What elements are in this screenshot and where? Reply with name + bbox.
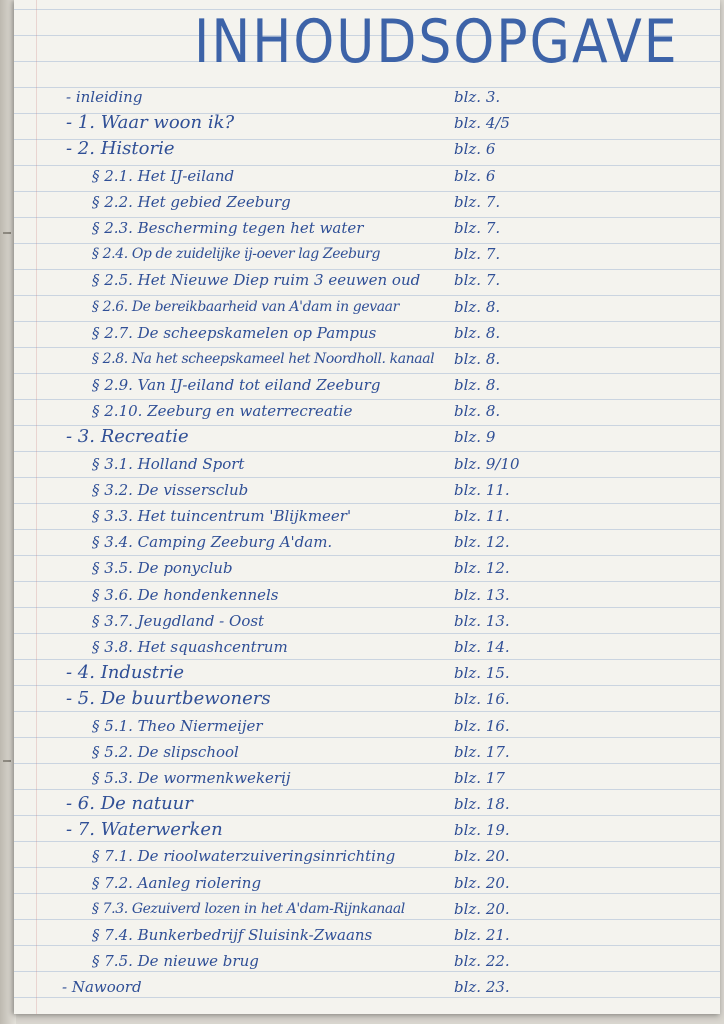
toc-entry (14, 555, 720, 581)
table-of-contents (14, 84, 720, 1001)
toc-entry-page: blz. 7. (454, 245, 501, 264)
toc-entry-page: blz. 20. (454, 847, 510, 866)
toc-entry-page: blz. 8. (454, 297, 501, 316)
toc-entry (14, 922, 720, 948)
toc-entry-label: § 5.3. De wormenkwekerij (92, 768, 291, 787)
toc-entry-label: § 2.3. Bescherming tegen het water (92, 218, 364, 237)
toc-entry-label: - Nawoord (62, 978, 142, 997)
toc-entry (14, 320, 720, 346)
toc-entry-page: blz. 8. (454, 323, 501, 342)
toc-entry-label: - 3. Recreatie (66, 426, 189, 448)
toc-entry-label: § 2.7. De scheepskamelen op Pampus (92, 323, 377, 342)
toc-entry-page: blz. 20. (454, 899, 510, 918)
toc-entry-page: blz. 21. (454, 926, 510, 944)
toc-entry-page: blz. 18. (454, 795, 510, 814)
toc-entry (14, 582, 720, 608)
toc-entry (14, 608, 720, 634)
toc-entry-label: § 7.2. Aanleg riolering (92, 873, 262, 892)
toc-entry (14, 843, 720, 869)
toc-entry-label: § 3.5. De ponyclub (92, 559, 233, 578)
toc-entry-label: § 3.4. Camping Zeeburg A'dam. (92, 533, 333, 552)
toc-entry-page: blz. 11. (454, 507, 510, 525)
toc-entry (14, 451, 720, 477)
toc-entry (14, 110, 720, 136)
toc-entry-label: § 5.1. Theo Niermeijer (92, 716, 263, 735)
toc-entry (14, 634, 720, 660)
toc-entry-page: blz. 7. (454, 271, 501, 290)
toc-entry-label: § 7.5. De nieuwe brug (92, 952, 259, 971)
toc-entry (14, 372, 720, 398)
toc-entry-label: § 7.4. Bunkerbedrijf Sluisink-Zwaans (92, 926, 373, 944)
toc-entry-page: blz. 9 (454, 428, 496, 447)
binding-hole (3, 232, 11, 234)
toc-entry-label: § 2.1. Het IJ-eiland (92, 166, 235, 185)
toc-entry (14, 189, 720, 215)
toc-entry-label: § 3.6. De hondenkennels (92, 585, 279, 604)
toc-entry-label: § 3.8. Het squashcentrum (92, 637, 288, 656)
toc-entry-label: - 1. Waar woon ik? (66, 112, 235, 134)
page-title: INHOUDSOPGAVE (194, 8, 679, 77)
toc-entry-page: blz. 12. (454, 533, 510, 552)
toc-entry-page: blz. 8. (454, 376, 501, 395)
toc-entry (14, 896, 720, 922)
toc-entry (14, 791, 720, 817)
toc-entry (14, 503, 720, 529)
toc-entry-label: § 2.4. Op de zuidelijke ij-oever lag Zeeburg (92, 246, 381, 263)
toc-entry-page: blz. 4/5 (454, 114, 510, 133)
toc-entry-label: - 2. Historie (66, 138, 175, 160)
toc-entry-page: blz. 17. (454, 742, 510, 761)
toc-entry-label: - 7. Waterwerken (66, 819, 223, 841)
toc-entry-page: blz. 15. (454, 664, 510, 683)
toc-entry-label: - 4. Industrie (66, 662, 185, 684)
toc-entry-page: blz. 16. (454, 690, 510, 709)
toc-entry-label: § 5.2. De slipschool (92, 742, 239, 761)
toc-entry-label: § 2.5. Het Nieuwe Diep ruim 3 eeuwen oud (92, 271, 421, 290)
toc-entry-label: § 2.6. De bereikbaarheid van A'dam in gevaar (92, 298, 399, 315)
toc-entry (14, 817, 720, 843)
toc-entry (14, 686, 720, 712)
toc-entry-label: § 2.9. Van IJ-eiland tot eiland Zeeburg (92, 376, 381, 395)
toc-entry-page: blz. 23. (454, 978, 510, 997)
toc-entry (14, 267, 720, 293)
toc-entry (14, 765, 720, 791)
toc-entry-page: blz. 7. (454, 192, 501, 211)
toc-entry-page: blz. 13. (454, 611, 510, 630)
notebook-page (14, 0, 720, 1014)
toc-entry-page: blz. 7. (454, 218, 501, 237)
toc-entry (14, 215, 720, 241)
toc-entry (14, 739, 720, 765)
toc-entry (14, 660, 720, 686)
toc-entry-label: - 6. De natuur (66, 793, 193, 815)
toc-entry-page: blz. 8. (454, 349, 501, 368)
toc-entry-page: blz. 12. (454, 559, 510, 578)
toc-entry-page: blz. 14. (454, 637, 510, 656)
binding-hole (3, 760, 11, 762)
toc-entry (14, 477, 720, 503)
toc-entry-page: blz. 3. (454, 88, 501, 106)
toc-entry-page: blz. 9/10 (454, 454, 520, 473)
toc-entry (14, 529, 720, 555)
toc-entry-label: § 3.7. Jeugdland - Oost (92, 611, 265, 630)
toc-entry (14, 870, 720, 896)
toc-entry (14, 398, 720, 424)
toc-entry (14, 346, 720, 372)
toc-entry-label: § 3.2. De vissersclub (92, 480, 249, 499)
toc-entry-page: blz. 11. (454, 480, 510, 499)
toc-entry-page: blz. 6 (454, 166, 496, 185)
toc-entry-label: § 2.10. Zeeburg en waterrecreatie (92, 402, 353, 421)
toc-entry (14, 974, 720, 1000)
toc-entry-page: blz. 6 (454, 140, 496, 159)
toc-entry-page: blz. 16. (454, 716, 510, 735)
toc-entry-page: blz. 8. (454, 402, 501, 421)
toc-entry-label: § 3.1. Holland Sport (92, 454, 245, 473)
toc-entry (14, 948, 720, 974)
toc-entry-page: blz. 19. (454, 821, 510, 840)
toc-entry-page: blz. 17 (454, 768, 505, 787)
toc-entry-page: blz. 22. (454, 952, 510, 971)
toc-entry-label: § 7.1. De rioolwaterzuiveringsinrichting (92, 847, 396, 866)
toc-entry (14, 136, 720, 162)
toc-entry-label: § 2.8. Na het scheepskameel het Noordholl. kanaal (92, 350, 435, 367)
toc-entry (14, 241, 720, 267)
toc-entry-label: § 2.2. Het gebied Zeeburg (92, 192, 291, 211)
toc-entry (14, 84, 720, 110)
toc-entry (14, 713, 720, 739)
toc-entry-label: § 7.3. Gezuiverd lozen in het A'dam-Rijnkanaal (92, 900, 405, 917)
toc-entry-page: blz. 20. (454, 873, 510, 892)
toc-entry (14, 294, 720, 320)
toc-entry-label: - inleiding (66, 88, 143, 106)
toc-entry-label: § 3.3. Het tuincentrum 'Blijkmeer' (92, 507, 352, 525)
toc-entry-page: blz. 13. (454, 585, 510, 604)
toc-entry (14, 163, 720, 189)
toc-entry-label: - 5. De buurtbewoners (66, 688, 271, 710)
toc-entry (14, 424, 720, 450)
